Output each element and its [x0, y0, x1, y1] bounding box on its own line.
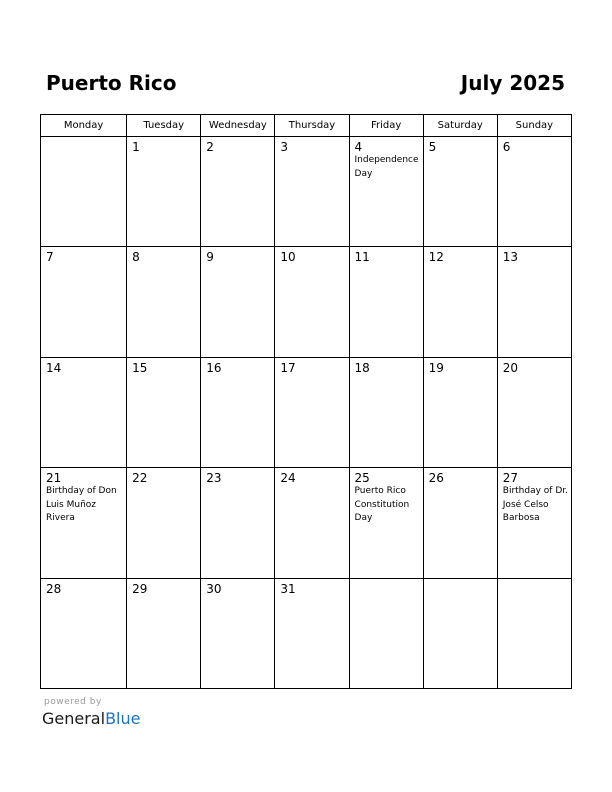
day-cell [127, 468, 201, 578]
day-cell [349, 468, 423, 578]
day-number: 16 [206, 360, 222, 375]
day-cell [127, 137, 201, 247]
page-title-month: July 2025 [460, 71, 565, 95]
generalblue-logo[interactable] [42, 709, 140, 728]
day-number [41, 137, 126, 140]
day-number: 7 [46, 250, 54, 265]
day-cell [41, 137, 127, 247]
day-number: 13 [502, 250, 519, 265]
week-row [41, 578, 572, 688]
day-cell [423, 137, 497, 247]
day-number: 24 [280, 471, 296, 486]
day-number: 9 [206, 250, 214, 265]
holiday-label: Puerto Rico Constitution Day [354, 486, 410, 524]
day-cell [423, 357, 497, 467]
logo-text-blue: Blue [105, 709, 141, 728]
day-cell [497, 468, 571, 578]
day-cell [423, 468, 497, 578]
day-cell [349, 137, 423, 247]
day-number: 19 [428, 360, 444, 375]
day-cell [201, 137, 275, 247]
day-number [498, 579, 571, 582]
weekday-friday: Friday [349, 115, 423, 137]
day-number: 29 [132, 581, 148, 596]
weekday-monday: Monday [41, 115, 127, 137]
day-number: 28 [46, 581, 62, 596]
day-cell [275, 357, 349, 467]
day-cell [41, 357, 127, 467]
day-cell [41, 578, 127, 688]
day-cell [275, 247, 349, 357]
day-cell [41, 468, 127, 578]
day-cell [497, 137, 571, 247]
weekday-saturday: Saturday [423, 115, 497, 137]
page-title-country: Puerto Rico [46, 71, 177, 95]
day-cell [127, 247, 201, 357]
day-number: 12 [428, 250, 444, 265]
day-number: 23 [206, 471, 222, 486]
day-number [350, 579, 423, 582]
day-cell [497, 357, 571, 467]
day-cell [423, 247, 497, 357]
day-number [424, 579, 497, 582]
day-number: 21 [46, 471, 62, 486]
day-cell [275, 137, 349, 247]
day-number: 30 [206, 581, 222, 596]
weekday-wednesday: Wednesday [201, 115, 275, 137]
calendar-grid [40, 114, 572, 689]
day-cell [201, 357, 275, 467]
weekday-sunday: Sunday [497, 115, 571, 137]
day-cell [275, 578, 349, 688]
day-cell [497, 247, 571, 357]
week-row [41, 247, 572, 357]
day-cell [497, 578, 571, 688]
weekday-tuesday: Tuesday [127, 115, 201, 137]
week-row [41, 357, 572, 467]
day-cell [349, 578, 423, 688]
day-number: 25 [354, 471, 370, 486]
day-cell [349, 247, 423, 357]
day-number: 10 [280, 250, 296, 265]
day-number: 1 [132, 140, 140, 154]
day-cell [201, 247, 275, 357]
weekday-thursday: Thursday [275, 115, 349, 137]
weekday-header-row [41, 115, 572, 137]
day-cell [275, 468, 349, 578]
day-cell [127, 578, 201, 688]
holiday-label: Birthday of Don Luis Muñoz Rivera [46, 486, 117, 524]
week-row [41, 468, 572, 578]
day-cell [127, 357, 201, 467]
holiday-label: Birthday of Dr. José Celso Barbosa [502, 486, 569, 524]
day-cell [201, 578, 275, 688]
day-number: 27 [502, 471, 519, 486]
powered-by-text: powered by [44, 697, 102, 707]
day-number: 2 [206, 140, 214, 154]
day-number: 20 [502, 360, 519, 375]
day-cell [349, 357, 423, 467]
day-number: 22 [132, 471, 148, 486]
day-number: 14 [46, 360, 62, 375]
day-number: 15 [132, 360, 148, 375]
day-number: 3 [280, 140, 289, 154]
day-number: 31 [280, 581, 296, 596]
logo-text-general: General [42, 709, 106, 728]
day-cell [41, 247, 127, 357]
week-row [41, 137, 572, 247]
day-number: 17 [280, 360, 296, 375]
day-cell [201, 468, 275, 578]
day-number: 5 [428, 140, 437, 154]
day-number: 6 [502, 140, 511, 154]
day-number: 4 [354, 140, 363, 154]
day-number: 18 [354, 360, 370, 375]
day-number: 11 [354, 250, 370, 265]
day-cell [423, 578, 497, 688]
holiday-label: Independence Day [354, 155, 419, 179]
day-number: 8 [132, 250, 140, 265]
day-number: 26 [428, 471, 444, 486]
